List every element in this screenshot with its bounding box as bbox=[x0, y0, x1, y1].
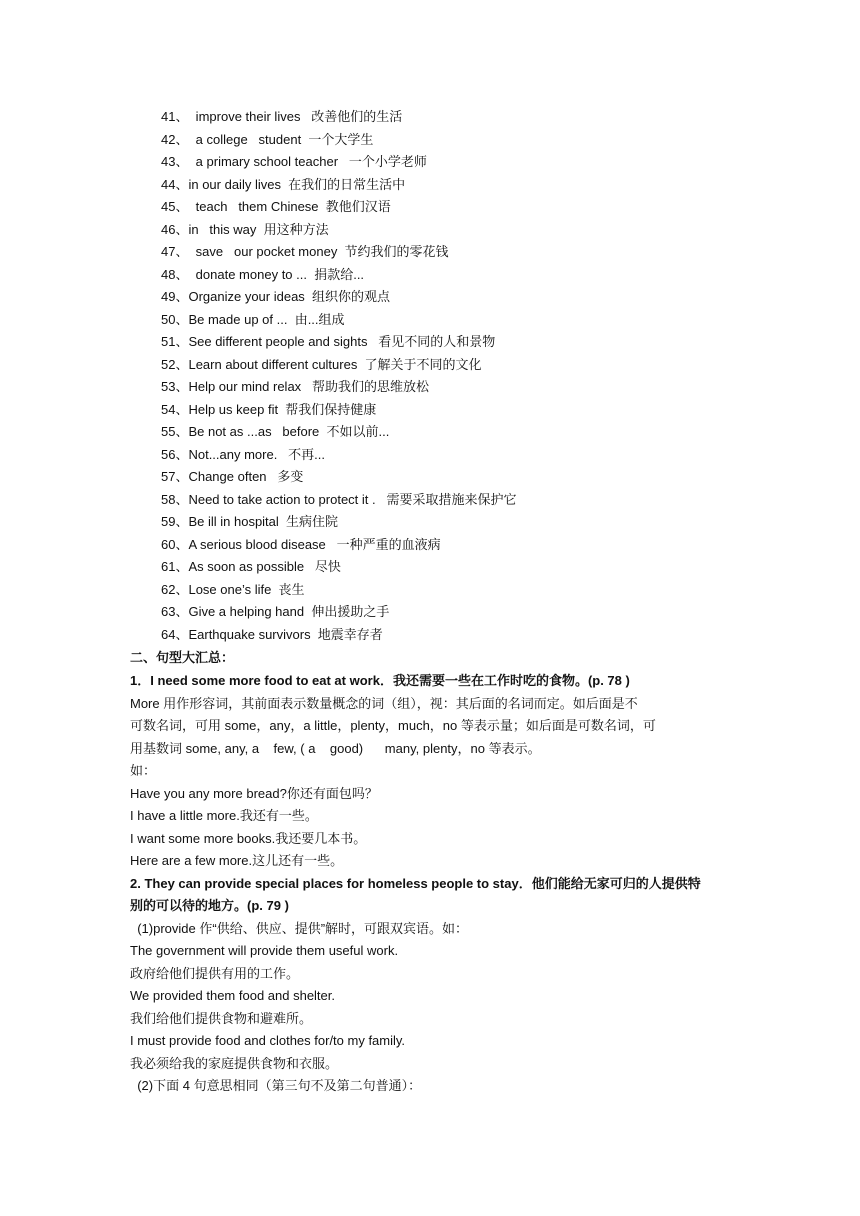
phrase-item: 41、 improve their lives 改善他们的生活 bbox=[161, 109, 403, 124]
phrase-item: 52、Learn about different cultures 了解关于不同的文化 bbox=[161, 356, 482, 372]
body-line: We provided them food and shelter. bbox=[130, 988, 335, 1003]
phrase-item: 43、 a primary school teacher 一个小学老师 bbox=[161, 154, 427, 169]
phrase-item: 47、 save our pocket money 节约我们的零花钱 bbox=[161, 244, 449, 259]
phrase-item: 60、A serious blood disease 一种严重的血液病 bbox=[161, 536, 441, 552]
body-line: 政府给他们提供有用的工作。 bbox=[130, 965, 300, 981]
phrase-item: 63、Give a helping hand 伸出援助之手 bbox=[161, 604, 390, 619]
body-line: The government will provide them useful work. bbox=[130, 943, 399, 958]
phrase-item: 64、Earthquake survivors 地震幸存者 bbox=[161, 626, 383, 642]
body-line: Here are a few more.这儿还有一些。 bbox=[130, 853, 344, 868]
body-line: (2)下面 4 句意思相同（第三句不及第二句普通）： bbox=[130, 1078, 422, 1093]
phrase-item: 61、As soon as possible 尽快 bbox=[161, 559, 341, 574]
phrase-item: 49、Organize your ideas 组织你的观点 bbox=[161, 289, 391, 304]
body-line: 2. They can provide special places for homeless people to stay．他们能给无家可归的人提供特 bbox=[130, 875, 701, 891]
body-line: 用基数词 some, any, a few, ( a good) many, plenty，no 等表示。 bbox=[130, 740, 541, 756]
phrase-item: 42、 a college student 一个大学生 bbox=[161, 131, 374, 147]
phrase-item: 58、Need to take action to protect it . 需要采取措施来保护它 bbox=[161, 491, 517, 507]
body-line: Have you any more bread?你还有面包吗？ bbox=[130, 785, 378, 801]
phrase-item: 53、Help our mind relax 帮助我们的思维放松 bbox=[161, 379, 430, 394]
phrase-item: 57、Change often 多变 bbox=[161, 469, 304, 484]
phrase-item: 59、Be ill in hospital 生病住院 bbox=[161, 514, 339, 529]
phrase-item: 46、in this way 用这种方法 bbox=[161, 221, 329, 237]
phrase-item: 48、 donate money to ... 捐款给... bbox=[161, 266, 365, 282]
body-line: 1．I need some more food to eat at work．我还需要一些在工作时吃的食物。(p. 78 ) bbox=[130, 673, 630, 688]
body-line: 如： bbox=[130, 763, 157, 778]
body-line: 可数名词，可用 some，any，a little，plenty，much，no 等表示量；如后面是可数名词，可 bbox=[130, 718, 656, 733]
section-heading: 二、句型大汇总： bbox=[130, 650, 235, 665]
phrase-item: 50、Be made up of ... 由...组成 bbox=[161, 311, 345, 327]
phrase-item: 62、Lose one’s life 丧生 bbox=[161, 581, 305, 597]
phrase-item: 51、See different people and sights 看见不同的人和景物 bbox=[161, 334, 496, 349]
phrase-item: 45、 teach them Chinese 教他们汉语 bbox=[161, 199, 391, 214]
body-line: 别的可以待的地方。(p. 79 ) bbox=[130, 898, 289, 913]
body-line: 我必须给我的家庭提供食物和衣服。 bbox=[130, 1055, 339, 1071]
phrase-item: 54、Help us keep fit 帮我们保持健康 bbox=[161, 401, 377, 417]
body-line: (1)provide 作“供给、供应、提供”解时，可跟双宾语。如： bbox=[130, 920, 469, 936]
body-line: I must provide food and clothes for/to my family. bbox=[130, 1033, 406, 1048]
phrase-item: 56、Not...any more. 不再... bbox=[161, 446, 325, 462]
body-line: I have a little more.我还有一些。 bbox=[130, 808, 318, 823]
body-line: 我们给他们提供食物和避难所。 bbox=[130, 1010, 313, 1026]
body-line: I want some more books.我还要几本书。 bbox=[130, 830, 367, 846]
body-line: More 用作形容词，其前面表示数量概念的词（组），视：其后面的名词而定。如后面是不 bbox=[130, 695, 638, 711]
phrase-item: 44、in our daily lives 在我们的日常生活中 bbox=[161, 176, 406, 192]
phrase-item: 55、Be not as ...as before 不如以前... bbox=[161, 424, 390, 439]
